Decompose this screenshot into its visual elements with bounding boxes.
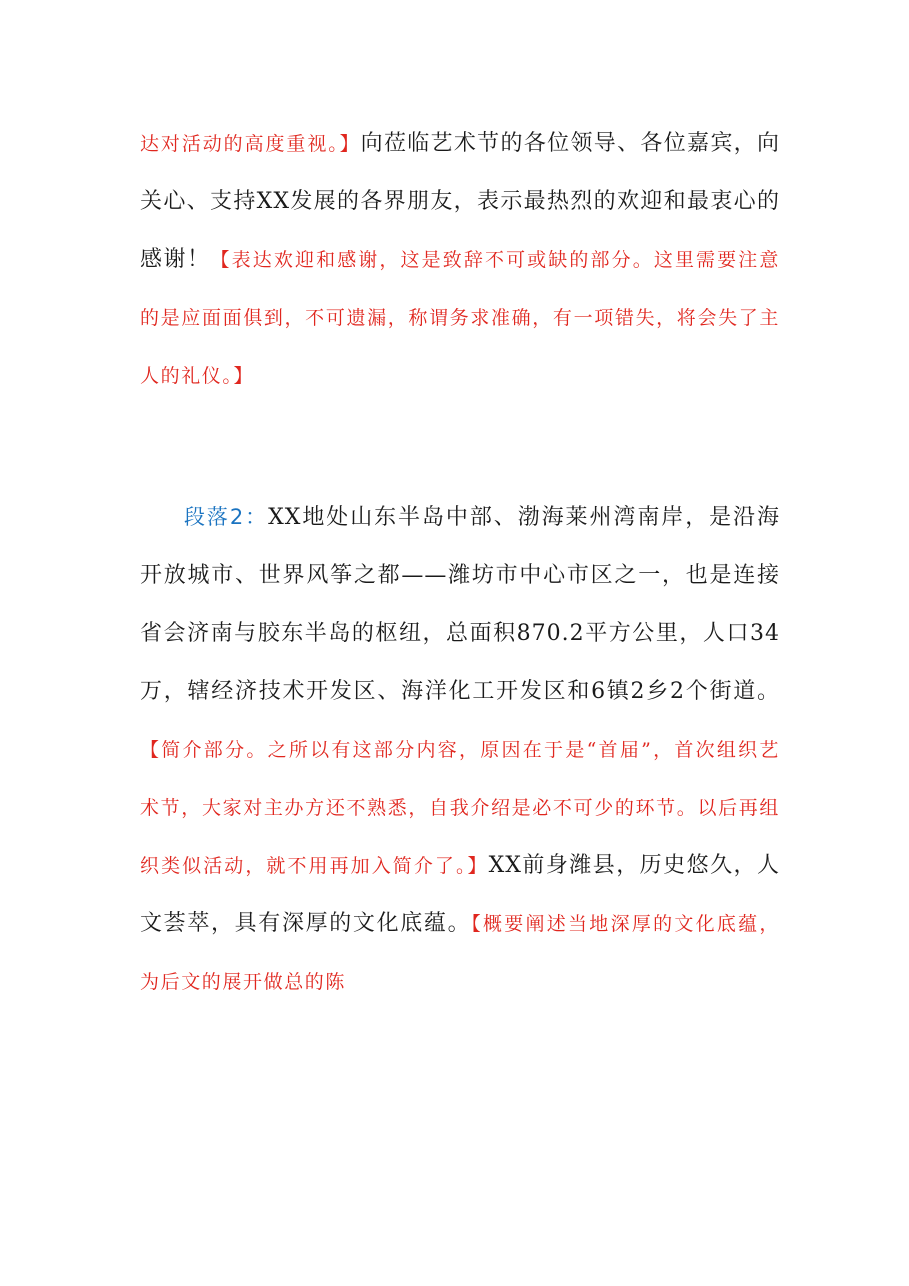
annotation-note: 达对活动的高度重视。】 bbox=[140, 133, 361, 155]
annotation-note: 【概要阐述当地深厚的文化底蕴，为后文的展开做总的陈 bbox=[140, 913, 780, 993]
annotation-note: 【表达欢迎和感谢，这是致辞不可或缺的部分。这里需要注意的是应面面俱到，不可遗漏，称谓务求准确，有一项错失，将会失了主人的礼仪。】 bbox=[140, 249, 780, 387]
body-text: XX地处山东半岛中部、渤海莱州湾南岸，是沿海开放城市、世界风筝之都——潍坊市中心市区之一，也是连接省会济南与胶东半岛的枢纽，总面积870.2平方公里，人口34万，辖经济技术开发区、海洋化工开发区和6镇2乡2个街道。 bbox=[140, 505, 780, 704]
body-text: 向莅临艺术节的各位领导、各位嘉宾，向关心、支持XX发展的各界朋友，表示最热烈的欢迎和最衷心的感谢！ bbox=[140, 131, 780, 272]
annotation-note: 【简介部分。之所以有这部分内容，原因在于是“首届”，首次组织艺术节，大家对主办方还不熟悉，自我介绍是必不可少的环节。以后再组织类似活动，就不用再加入简介了。】 bbox=[140, 739, 780, 877]
paragraph-label: 段落2： bbox=[184, 505, 269, 529]
body-text: XX前身潍县，历史悠久，人文荟萃，具有深厚的文化底蕴。 bbox=[140, 853, 780, 936]
paragraph-introduction bbox=[140, 488, 780, 1011]
paragraph-welcome bbox=[140, 115, 780, 405]
